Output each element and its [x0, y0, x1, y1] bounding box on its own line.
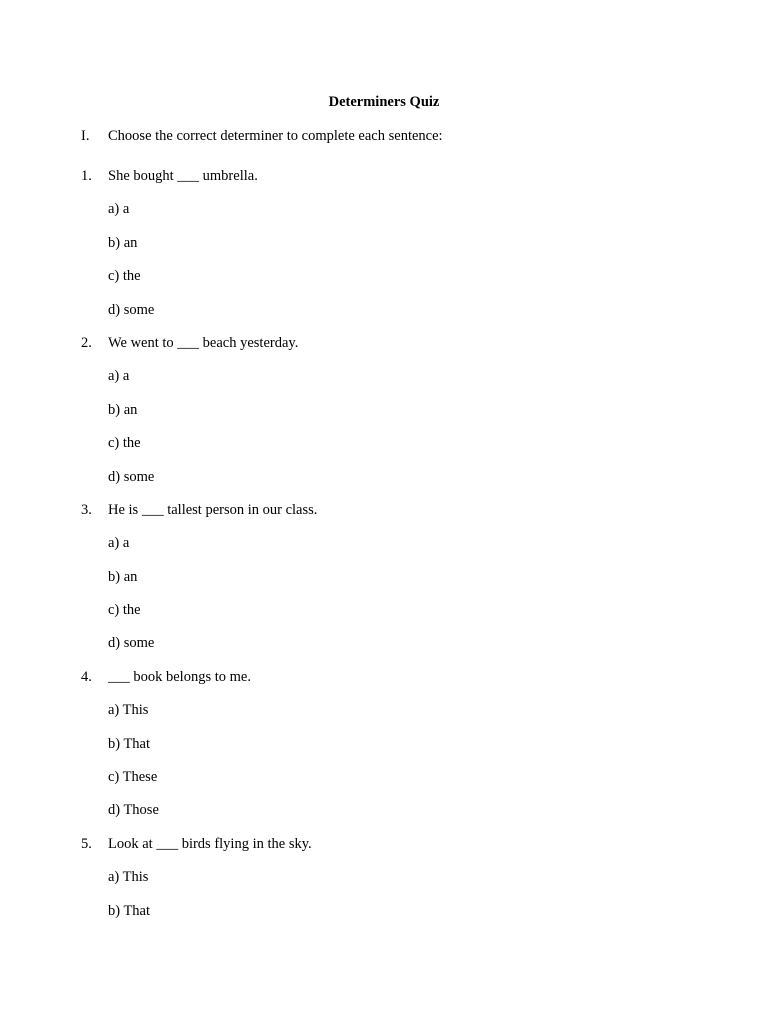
answer-option: a) a: [108, 368, 130, 385]
answer-option: c) the: [108, 602, 141, 619]
page-title: Determiners Quiz: [328, 94, 440, 110]
answer-option: b) an: [108, 401, 138, 418]
answer-option: b) an: [108, 234, 138, 251]
answer-option: b) an: [108, 568, 138, 585]
answer-option: a) a: [108, 201, 130, 218]
answer-option: d) some: [108, 635, 155, 652]
question-block: [81, 334, 721, 501]
answer-option: c) the: [108, 268, 141, 285]
answer-option: a) This: [108, 869, 149, 886]
question-block: [81, 835, 721, 935]
question-text: He is ___ tallest person in our class.: [108, 501, 318, 518]
question-block: [81, 501, 721, 668]
answer-option: b) That: [108, 902, 151, 919]
question-number: 3.: [81, 501, 92, 518]
section-instruction: Choose the correct determiner to complete each sentence:: [108, 128, 443, 144]
answer-option: d) Those: [108, 802, 159, 819]
question-text-line: [81, 167, 721, 200]
section-numeral: I.: [81, 128, 90, 144]
question-number: 4.: [81, 668, 92, 685]
question-text: We went to ___ beach yesterday.: [108, 334, 299, 351]
answer-option: d) some: [108, 301, 155, 318]
question-block: [81, 668, 721, 835]
question-number: 1.: [81, 168, 92, 184]
answer-option: c) the: [108, 435, 141, 452]
question-text-line: [81, 501, 721, 534]
answer-option: b) That: [108, 735, 151, 752]
answer-option: d) some: [108, 468, 155, 485]
question-list: [81, 167, 721, 935]
question-number: 2.: [81, 334, 92, 351]
answer-option: c) These: [108, 769, 158, 786]
question-text: ___ book belongs to me.: [108, 668, 251, 685]
question-text-line: [81, 334, 721, 367]
answer-option: a) a: [108, 535, 130, 552]
question-text: Look at ___ birds flying in the sky.: [108, 835, 312, 852]
question-number: 5.: [81, 835, 92, 852]
question-block: [81, 167, 721, 334]
question-text: She bought ___ umbrella.: [108, 168, 258, 184]
question-text-line: [81, 835, 721, 868]
question-text-line: [81, 668, 721, 701]
answer-option: a) This: [108, 702, 149, 719]
section-heading: [81, 127, 443, 145]
